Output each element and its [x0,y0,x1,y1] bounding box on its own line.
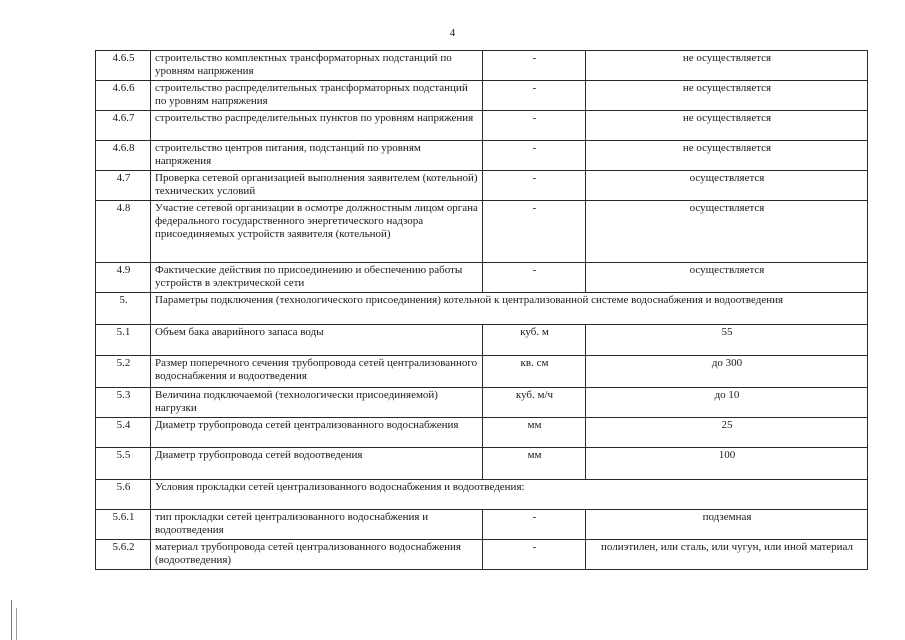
row-value: не осуществляется [586,81,868,111]
row-unit: - [483,141,586,171]
table-row [96,263,868,293]
section-row [96,480,868,510]
row-unit: куб. м/ч [483,388,586,418]
row-unit: - [483,111,586,141]
row-value: осуществляется [586,171,868,201]
row-number: 5.2 [96,356,151,388]
row-number: 4.6.6 [96,81,151,111]
row-value: осуществляется [586,263,868,293]
parameters-table [95,50,868,570]
row-number: 5.4 [96,418,151,448]
table-row [96,325,868,356]
row-value: 25 [586,418,868,448]
row-unit: - [483,81,586,111]
table-row [96,111,868,141]
row-number: 4.7 [96,171,151,201]
section-row [96,293,868,325]
row-description: строительство центров питания, подстанций по уровням напряжения [151,141,483,171]
row-description: Размер поперечного сечения трубопровода сетей централизованного водоснабжения и водоотведения [151,356,483,388]
scan-margin-line [16,608,18,640]
row-number: 4.6.7 [96,111,151,141]
row-description: Диаметр трубопровода сетей централизованного водоснабжения [151,418,483,448]
row-number: 4.8 [96,201,151,263]
row-value: 55 [586,325,868,356]
table-row [96,388,868,418]
row-number: 5.5 [96,448,151,480]
table-row [96,510,868,540]
row-value: до 10 [586,388,868,418]
scan-margin-line [11,600,13,640]
table-row [96,448,868,480]
row-number: 4.6.5 [96,51,151,81]
row-description: тип прокладки сетей централизованного водоснабжения и водоотведения [151,510,483,540]
row-unit: мм [483,448,586,480]
row-value: не осуществляется [586,51,868,81]
row-unit: - [483,263,586,293]
row-number: 5.6.2 [96,540,151,570]
table-row [96,81,868,111]
table-row [96,141,868,171]
row-unit: - [483,510,586,540]
table-row [96,51,868,81]
row-description: Диаметр трубопровода сетей водоотведения [151,448,483,480]
row-value: 100 [586,448,868,480]
row-description: строительство комплектных трансформаторных подстанций по уровням напряжения [151,51,483,81]
row-value: осуществляется [586,201,868,263]
row-number: 5.6.1 [96,510,151,540]
table-row [96,201,868,263]
row-value: не осуществляется [586,141,868,171]
row-description: Величина подключаемой (технологически присоединяемой) нагрузки [151,388,483,418]
row-number: 5.1 [96,325,151,356]
row-value: не осуществляется [586,111,868,141]
row-description: строительство распределительных пунктов по уровням напряжения [151,111,483,141]
row-unit: - [483,171,586,201]
section-heading: Условия прокладки сетей централизованного водоснабжения и водоотведения: [151,480,868,510]
page-number: 4 [449,27,456,39]
row-unit: - [483,201,586,263]
row-unit: - [483,540,586,570]
row-unit: мм [483,418,586,448]
row-number: 5.3 [96,388,151,418]
row-number: 5. [96,293,151,325]
row-description: Участие сетевой организации в осмотре должностным лицом органа федерального государственного энергетического надзора присоединяемых устройств заявителя (котельной) [151,201,483,263]
row-description: Фактические действия по присоединению и обеспечению работы устройств в электрической сети [151,263,483,293]
row-value: полиэтилен, или сталь, или чугун, или иной материал [586,540,868,570]
table-row [96,171,868,201]
row-value: подземная [586,510,868,540]
row-description: Проверка сетевой организацией выполнения заявителем (котельной) технических условий [151,171,483,201]
row-unit: куб. м [483,325,586,356]
row-unit: - [483,51,586,81]
table-row [96,418,868,448]
row-value: до 300 [586,356,868,388]
row-number: 5.6 [96,480,151,510]
row-description: Объем бака аварийного запаса воды [151,325,483,356]
table-row [96,356,868,388]
row-number: 4.6.8 [96,141,151,171]
row-description: строительство распределительных трансформаторных подстанций по уровням напряжения [151,81,483,111]
row-description: материал трубопровода сетей централизованного водоснабжения (водоотведения) [151,540,483,570]
table-row [96,540,868,570]
section-heading: Параметры подключения (технологического присоединения) котельной к централизованной системе водоснабжения и водоотведения [151,293,868,325]
row-unit: кв. см [483,356,586,388]
row-number: 4.9 [96,263,151,293]
